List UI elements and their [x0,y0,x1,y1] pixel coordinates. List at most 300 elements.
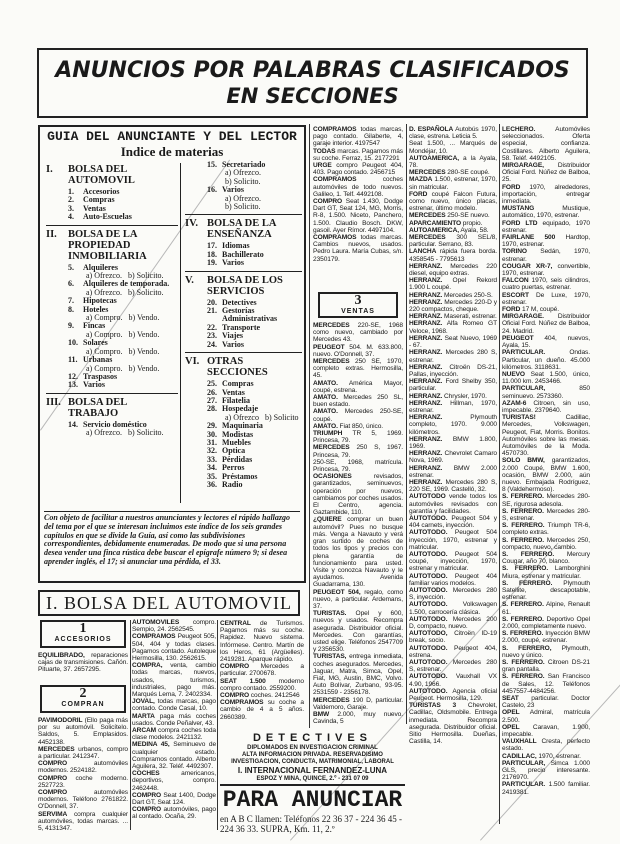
index-item-number: 17. [207,241,217,251]
index-subitem: b) Solicito [264,412,299,422]
ad-lead: S. FERRERO, [502,644,552,652]
ad-text: Seat 1.500, ... Marqués de Mondéjar, 10. [409,140,497,155]
classified-ad [502,580,590,602]
ad-lead: OCASIONES [313,473,352,481]
ad-text: paga más coches usados. Conde Peñalver, 43. [132,712,216,727]
ad-lead: S. FERRERO. [502,659,545,667]
ad-lead: AUTOTODO. [409,587,448,594]
ad-lead: HERRANZ. [409,478,443,486]
classified-ad [132,698,216,712]
ad-lead: ¿QUIERE [313,516,342,524]
ad-lead: SEAT 1.500 [220,677,266,685]
index-item-label: Optica [222,446,246,456]
index-item-number: 9. [68,321,74,331]
ad-text: coupé Falcon Futura, como nuevo, único placas, estrenar, último modelo. [409,190,497,213]
index-item-label: Préstamos [222,471,258,481]
ad-lead: LANCHA [409,248,437,256]
index-section-heading [46,229,178,262]
index-subitem: a) Ofrezco. [225,193,261,203]
classified-ad [313,234,403,263]
classified-ad [409,126,497,140]
ad-text: Peugeot 404, estrena. [409,644,497,659]
ad-text: Plymouth, nuevo y único. [502,644,590,659]
index-section-heading [185,218,302,240]
section-number: 2 [79,686,87,701]
index-subitem: b) Vendo. [128,313,160,323]
para-anunciar-text: en A B C llamen: Teléfonos 22 36 37 - 224 36 45 - 224 36 33. SUPRA, Km. 11, 2.º [220,814,402,834]
ad-text: moderno compro contado. 2559200. [220,677,304,692]
ad-lead: COMPRO [38,760,68,768]
index-subitems [185,195,302,212]
ad-lead: HERRANZ. [409,464,443,472]
ad-text: revisados, garantizados, seminuevos, operación por nuevos, cambiamos por coches usados. El Centro, agencia. Gaztambide, 110. [313,473,403,517]
ad-lead: CENTRAL [220,620,251,627]
ad-column [38,717,128,832]
classified-ad [409,212,497,219]
index-subitem: a) Compro. [86,363,123,373]
ad-text: garantizados, 2.000 Coupé, BMW 1.600, ocasión, BMW 2.000, aún nuevo. Embajada Rodríguez, 8 (Valdehermoso). [502,457,590,494]
index-item [185,481,302,489]
ad-text: 1.500, estrenar, 1970, sin matricular. [409,176,497,191]
classified-ad [409,248,497,262]
ad-text: 250-SE, 1968, matrícula. Princesa, 79. [313,458,403,474]
classified-ad [502,537,590,551]
ad-lead: MIRGARAGE. [502,313,544,321]
classified-ad [313,394,403,408]
ad-text: Peugeot 504 y 404 carnets, inyección. [409,514,497,530]
classified-ad [313,653,403,696]
classified-ad [502,126,590,162]
ad-lead: AUTOTODO. [409,572,448,580]
ad-text: 1.500 familiar. 2419381. [502,781,590,796]
ad-lead: AUTOAMERICA, [409,226,459,234]
classified-ad [502,306,590,313]
index-item-label: Traspasos [83,371,118,381]
ad-lead: MERCEDES [313,444,350,452]
ad-text: Mercedes 280 S, estrenar. [409,349,497,364]
ad-text: equipado, 1970 estrenar. [502,219,590,234]
ad-text: Seat 1400, Dodge Dart GT, Seat 124. [132,791,216,807]
ad-column [313,322,403,725]
index-section-number: IV. [185,218,198,230]
ad-lead: FORD [502,183,521,191]
index-item [185,259,302,267]
ad-lead: COMPRAMOS [132,633,176,641]
index-subitem: b) Solicito. [225,202,261,212]
ad-lead: MARTA [132,712,155,720]
ad-text: Mercedes 280-SE, rigurosa adesola. [502,493,590,508]
ad-lead: MERCEDES [409,234,446,242]
ad-lead: SOLO BMW, [502,457,545,465]
index-subitems [46,314,178,322]
index-item-label: Viajes [222,331,244,341]
classified-ad [502,522,590,536]
ad-lead: BMW [313,710,330,718]
index-section-title: BOLSA DE LOS SERVICIOS [207,274,283,297]
ad-text: Mercedes 250-S. [442,291,493,299]
ad-text: Fiat 850, único. [337,422,384,430]
ad-text: Distribuidor Oficial Ford. Núñez de Balboa, 24. Madrid. [502,313,590,335]
index-item-label: Hospedaje [222,404,258,414]
index-item-label: Radio [222,479,243,489]
classified-ad [313,697,403,711]
classified-ad [313,408,403,422]
index-item-label: Alquileres de temporada. [83,279,170,289]
classified-ad [132,662,216,698]
ad-lead: MERCEDES [313,322,350,329]
classified-ad [313,380,403,394]
ad-lead: PARTICULAR. [502,349,546,357]
index-item-number: 7. [68,296,74,306]
ad-lead: COUGAR XR-7, [502,262,553,270]
detectives-agency: I. INTERNACIONAL FERNANDEZ-LUNA [237,766,388,775]
ad-text: Mercedes 220-D y 220 compactos, cheque. [409,298,497,314]
ad-text: Simca 1.000 GLS, precio interesante. 2176970. [502,759,590,782]
index-item-number: 32. [207,446,217,456]
ad-text: 190 D, particular. Valdemoro, Garaje. [313,696,403,711]
ad-lead: FORD [409,190,428,198]
classified-ad [409,587,497,601]
ad-text: Mercedes 280 S, estrenar. [409,659,497,674]
ad-text: Seat 1.430, Dodge Dart GT, Seat 124, MG, Morris, R-8, 1.500. Niceto, Panchero, 1.500. Claudio Bosch. DKW, gasoil. Ayer Rímor. 4497104. [313,198,403,234]
classified-ad [502,248,590,262]
ad-text: Mustique, automático, 1970, estrenar. [502,205,590,220]
classified-ad [38,760,128,774]
ad-lead: PARTICULAR, [502,385,546,393]
ad-lead: S. FERRERO. [502,579,553,587]
ad-text: Mercedes 220 diesel, equipo extras. [409,262,497,278]
ad-text: urbanos, compro a particular. 2412347. [38,745,128,761]
column-rule [217,620,218,830]
ad-lead: COMPRO [220,692,250,700]
ad-text: Mercedes 250 SL, buen estado. [313,394,403,409]
index-section-heading [46,164,178,186]
ad-lead: COMPRAMOS [313,126,357,133]
ad-lead: HERRANZ. [409,414,443,422]
index-item-number: 20. [207,297,217,307]
classified-ad [409,349,497,363]
classified-ad [409,659,497,673]
index-item [185,307,302,324]
classified-ad [313,423,403,430]
index-item-label: Gestorías Administrativas [222,306,278,324]
detectives-line: INVESTIGACION, CONDUCTA, MATRIMONIAL, LABORAL [231,759,394,765]
index-subitem: a) Ofrezco [225,412,259,422]
classified-ad [502,616,590,630]
index-item [46,213,178,221]
ad-lead: MERCEDES [38,745,75,753]
index-item-label: Bachillerato [222,249,264,259]
index-section-title: OTRAS SECCIONES [207,356,268,379]
ad-text: Opel Rekord 1.900 L coupé. [409,277,497,292]
classified-ad [313,430,403,444]
classified-ad [313,610,403,653]
index-item-number: 35. [207,471,217,481]
index-note: Con objeto de facilitar a nuestros anunciantes y lectores el rápido hallazgo del tema por el que se interesan incluimos este índice de los seis grandes capítulos en que se divide la Guía, así como las subdivisiones correspondientes, debidamente enumeradas. De modo que si una persona desea vender una finca rústica debe buscar el epígrafe número 9; si desea aprender inglés, el 17; si anunciar una pérdida, el 33. [44,511,300,567]
index-item-label: Idiomas [222,241,250,251]
index-item-label: Maquinaria [222,421,263,431]
ad-lead: S. FERRERO. [502,601,544,609]
ad-lead: HERRANZ. [409,399,443,407]
header-title: ANUNCIOS POR PALABRAS CLASIFICADOS [55,58,570,83]
index-subitem: a) Compro. [86,346,123,356]
column-rule [309,124,310,728]
classified-ad [409,335,497,349]
ad-text: Citroen DS-21 gran pantalla. [502,659,590,674]
index-item-number: 34. [207,463,217,473]
ad-text: De Luxe, 1970, estrenar. [502,291,590,306]
ad-text: Chrysler, 1970. [442,392,487,400]
classified-ad [502,313,590,335]
ad-lead: SERVIMA [38,810,68,818]
ad-text: compra cualquier automóviles, todas marcas. ... 5, 4131347. [38,810,128,833]
classified-ad [502,493,590,507]
index-item-number: 28. [207,404,217,414]
classified-ad [313,322,403,344]
header-subtitle: EN SECCIONES [226,84,399,108]
index-item-label: Varios [222,185,244,195]
ad-column [313,126,403,263]
ad-text: automóviles modernos. 2524182. [38,760,128,775]
index-item-label: Muebles [222,437,251,447]
ad-text: Maserati, estrenar. [442,313,497,321]
ad-lead: COMPRO [38,774,68,782]
ad-column [132,619,216,821]
index-subitems [46,331,178,339]
ad-lead: COMPRO [220,663,250,671]
ad-lead: PEUGEOT 504, [313,588,361,596]
classified-ad [409,673,497,687]
ad-text: marcas. Pagamos más su coche. Ferraz, 15. 2177291 [313,147,403,162]
index-item-label: Pérdidas [222,454,253,464]
ad-lead: ESCORT [502,291,529,299]
ad-lead: D. ESPAÑOLA [409,126,454,133]
index-box [38,125,306,583]
classified-ad [132,713,216,727]
index-item-label: Accesorios [83,187,120,196]
ad-text: Citroen, sin uso, impecable. 2379640. [502,399,590,414]
ad-text: todas marcas. Cambios nuevos, usados. Pedro Laura. María Cubas, s/n. 2350179. [313,234,403,263]
classified-ad [38,811,128,833]
index-subitem: b) Vendo. [128,346,160,356]
ad-text: Alpine, Renault 61. [502,601,590,616]
classified-ad [502,400,590,414]
classified-ad [409,630,497,644]
ad-lead: URGE [313,162,332,170]
classified-ad [220,699,304,721]
classified-ad [313,459,403,473]
index-section-heading [46,397,178,419]
ad-text: comprar un buen automóvil? Pues no busque más. Venga a Navauto y verá gran surtido de coches de todos los tipos y precios con plena garantía de funcionamiento para usted. Visite y conozca Navauto y le ayudamos. Avenida Guadarrama, 130. [313,516,403,589]
ad-text: Mercedes a particular. 2700678. [220,663,304,678]
ad-lead: VAUXHALL [502,738,537,746]
classified-ad [313,176,403,198]
ad-lead: APARCAMIENTO [409,219,462,227]
index-section-number: II. [46,228,57,240]
ad-lead: AUTOTODO. [409,514,448,522]
ad-text: Mercury Cougar, año 70, blanco. [502,550,590,566]
classified-ad [409,450,497,464]
ad-lead: AMATO. [313,394,338,402]
index-section-title: BOLSA DEL AUTOMOVIL [68,164,135,186]
section-box-compran [40,685,126,713]
ad-text: particular. Doctor Castelo, 23 [502,695,590,710]
ad-lead: HERRANZ. [409,320,443,328]
detectives-title: DETECTIVES [252,732,373,744]
ad-lead: HERRANZ. [409,363,443,371]
ad-text: 504. M. 633.800, nuevo. O'Donnell, 37. [313,343,403,358]
index-item-label: Varios [222,258,244,268]
classified-ad [409,702,497,745]
ad-text: reparaciones cajas de transmisiones. Cañón. Pituarte, 37. 2657295. [38,652,128,674]
index-item-label: Auto-Escuelas [83,212,132,222]
index-subitems [185,169,302,186]
ad-lead: S. FERRERO. [502,550,555,558]
index-item-number: 8. [68,304,74,314]
ad-text: de Turismos. Pagamos más su coche. Rapidez. Nuevo sistema. Infórmese. Centro. Martín de los Heros, 61 (Argüelles). 2419281. Aparque rápido. [220,620,304,664]
classified-ad [409,140,497,154]
ad-text: 280-SE coupé. [445,169,490,177]
ad-text: automóviles modernos. Teléfono 2761822. O'Donnell, 37. [38,789,128,811]
index-section-title: BOLSA DE LA PROPIEDAD INMOBILIARIA [68,228,147,262]
index-subitem: b) Solicito. [127,271,164,281]
index-rule [185,214,302,215]
classified-ad [132,770,216,792]
classified-ad [313,148,403,162]
classified-ad [313,126,403,148]
classified-ad [409,645,497,659]
ad-text: Mercedes 280-S, estrenar. [502,507,590,522]
ad-text: Chevrolet, Cadillac, Oldsmobile. Entrega inmediata. Recompra asegurada. Distribuidor oficial. Sitio Hermosilla. Dueñas, Castilla, 14. [409,702,497,746]
ad-lead: TRIUMPH [313,430,343,438]
para-anunciar-ad [220,787,405,834]
index-item-label: Hoteles [83,304,109,314]
ad-text: vende todos los automóviles revisados con garantía y facilidades. [409,493,497,515]
classified-ad [313,589,403,611]
index-section-number: VI. [185,356,200,368]
index-subitem: b) Vendo. [128,363,160,373]
classified-ad [132,727,216,741]
ad-text: Mercedes 250, compacto, nuevo, cambio. [502,536,590,551]
classified-ad [409,220,497,227]
classified-ad [38,746,128,760]
index-item-label: Modistas [222,429,254,439]
index-item-number: 12. [68,371,78,381]
ad-text: 250-SE nuevo. [445,212,490,220]
ad-text: Cresta, perfecto estado. [502,738,590,753]
index-rule [46,393,178,394]
classified-ad [132,619,216,633]
classified-ad [132,806,216,820]
index-item [46,297,178,305]
index-item-label: Varios [222,339,244,349]
classified-ad [502,753,590,760]
ad-lead: AUTOTODO. [409,687,448,695]
index-item-number: 5. [68,262,74,272]
detectives-line: DIPLOMADOS EN INVESTIGACION CRIMINAL [247,745,378,751]
classified-ad [409,364,497,378]
ad-text: su coche a cambio de 4 a 5 años. 2660389. [220,699,304,721]
ad-lead: MAZDA [409,176,433,184]
ad-text: Citroën ID-19 break, socio. [409,630,497,645]
ad-lead: HERRANZ. [409,298,443,306]
index-subitem: a) Ofrezco. [86,287,122,297]
ad-text: coches automóviles de todo nuevos. Galileo, 1. Telf. 4492108. [313,176,403,198]
ad-text: Peugeot 504 inyección, 1970, estrenar y matricular. [409,529,497,551]
ad-lead: HERRANZ. [409,435,443,443]
ad-lead: HERRANZ. [409,277,443,285]
ad-lead: COMPRAMOS [313,176,357,184]
ad-text: Sedán, 1970, estrenar. [502,248,590,263]
ad-lead: JOVAL, [132,698,155,706]
index-item-label: Secretariado [222,160,266,169]
ad-lead: AUTOTODO, [409,630,448,638]
ad-text: Agencia oficial Peugeot. Hermosilla, 129. [409,687,497,703]
ad-lead: PEUGEOT [313,343,345,351]
ad-text: 2.000, muy nuevo. Cavinda, 5 [313,710,403,726]
index-left-column [46,161,178,438]
classified-ad [502,457,590,493]
classified-ad [502,508,590,522]
ad-text: 1970, seis cilindros, cuatro puertas, estrenar. [502,277,590,292]
index-item-label: Transporte [222,322,261,332]
classified-ad [502,335,590,349]
ad-lead: COMPRO [313,198,343,206]
index-subitem: b) Solicito. [127,287,164,297]
index-item-label: Detectives [222,297,257,307]
index-item-number: 31. [207,437,217,447]
ad-lead: PARTICULAR, [502,759,546,767]
section-label: COMPRAN [61,701,105,708]
classified-ad [220,663,304,677]
ad-text: convertible, 1970, estrenar. [502,262,590,278]
classified-ad [502,551,590,565]
classified-ad [502,371,590,385]
ad-text: Seat Nuevo, 1969 - 67. [409,334,497,350]
index-rule [185,271,302,272]
ad-text: Vauxhall VX 4.90, 1966. [409,673,497,688]
index-item [46,381,178,389]
ad-lead: COMPRA, [132,662,163,670]
classified-ad [502,162,590,184]
ad-text: Ayala, 58. [458,226,489,234]
ad-lead: S. FERRERO. [502,615,544,623]
index-item-number: 2. [68,195,74,205]
ad-lead: MIRGARAGE, [502,162,544,170]
index-subitem: a) Ofrezco. [225,168,261,178]
classified-ad [502,760,590,782]
ad-lead: AUTOTODO. [409,601,448,609]
ad-text: propio. [461,219,483,227]
index-item-number: 33. [207,454,217,464]
classified-ad [502,414,590,457]
classified-ad [409,155,497,169]
column-rule [499,124,500,824]
ad-lead: MEDINA 45, [132,741,170,749]
classified-ad [313,711,403,725]
ad-text: Automóviles seleccionados. Oferta especial, confianza. Costillares. Alberto Aguilera, 58. Teléf. 4492105. [502,126,590,162]
index-item-number: 26. [207,387,217,397]
index-subitem: b) Vendo. [128,329,160,339]
index-subitems [46,429,178,437]
classified-ad [313,516,403,588]
ad-lead: HERRANZ. [409,378,443,386]
index-item-number: 30. [207,429,217,439]
ad-text: 1970, alrededores, importación, entregar inmediata. [502,183,590,206]
classified-ad [38,775,128,789]
classified-ad [409,227,497,234]
ad-lead: SEAT [502,695,519,703]
